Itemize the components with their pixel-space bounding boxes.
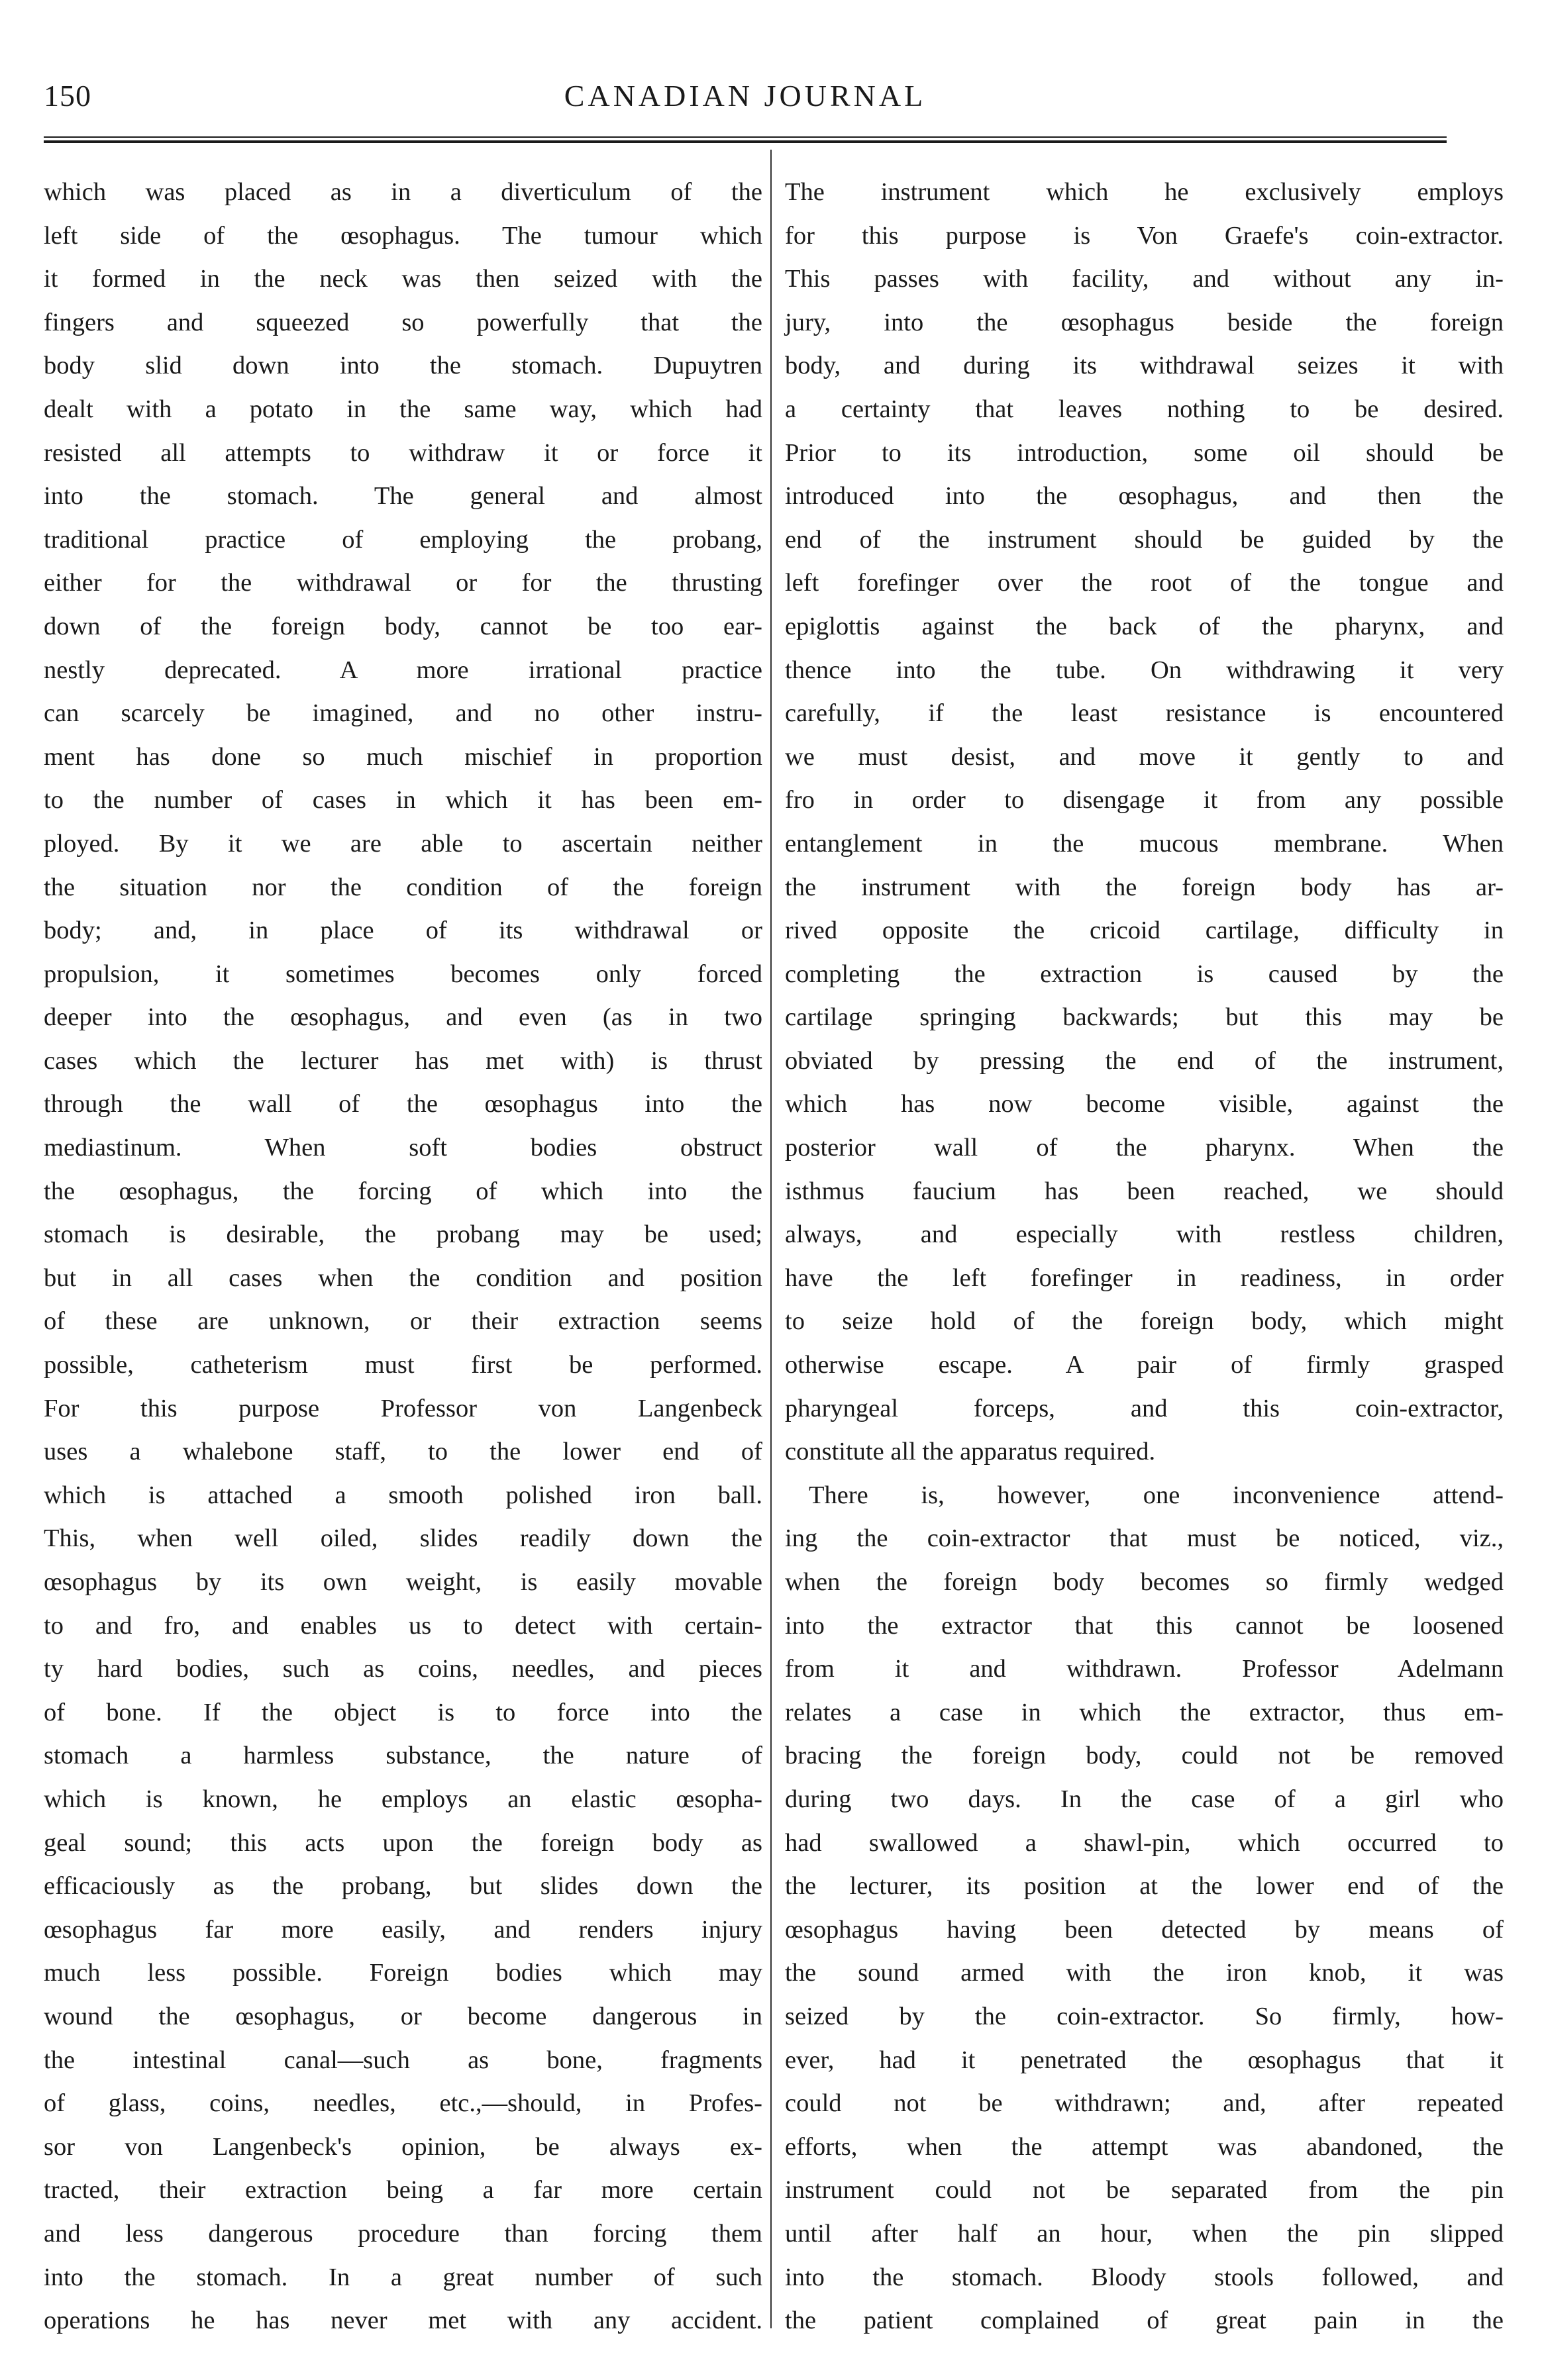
page-number: 150 — [44, 79, 91, 113]
left-column-line: to and fro, and enables us to detect with certain- — [44, 1611, 762, 1640]
right-column — [785, 171, 1504, 2350]
left-column-line: cases which the lecturer has met with) is thrust — [44, 1046, 762, 1075]
right-column-line: until after half an hour, when the pin slipped — [785, 2219, 1504, 2248]
left-column-line: œsophagus far more easily, and renders injury — [44, 1915, 762, 1944]
right-column-line: cartilage springing backwards; but this may be — [785, 1003, 1504, 1032]
right-column-line: entanglement in the mucous membrane. When — [785, 829, 1504, 858]
right-column-line: a certainty that leaves nothing to be desired. — [785, 395, 1504, 423]
left-column-line: efficaciously as the probang, but slides down the — [44, 1872, 762, 1901]
right-column-line: otherwise escape. A pair of firmly grasped — [785, 1351, 1504, 1379]
right-column-line: thence into the tube. On withdrawing it very — [785, 656, 1504, 684]
right-column-line: rived opposite the cricoid cartilage, difficulty in — [785, 917, 1504, 945]
right-column-line: seized by the coin-extractor. So firmly, how- — [785, 2002, 1504, 2030]
right-column-line: isthmus faucium has been reached, we should — [785, 1177, 1504, 1205]
right-column-line: body, and during its withdrawal seizes it with — [785, 352, 1504, 380]
right-column-line: Prior to its introduction, some oil should be — [785, 438, 1504, 467]
right-column-line: This passes with facility, and without any in- — [785, 265, 1504, 293]
right-column-line: efforts, when the attempt was abandoned, the — [785, 2132, 1504, 2161]
right-column-line: carefully, if the least resistance is encountered — [785, 699, 1504, 728]
left-column-line: left side of the œsophagus. The tumour which — [44, 221, 762, 250]
right-column-line: epiglottis against the back of the pharynx, and — [785, 612, 1504, 640]
left-column-line: uses a whalebone staff, to the lower end of — [44, 1438, 762, 1466]
right-column-line: There is, however, one inconvenience attend- — [809, 1481, 1504, 1509]
left-column-line: the situation nor the condition of the foreign — [44, 873, 762, 901]
left-column-line: through the wall of the œsophagus into the — [44, 1090, 762, 1118]
right-column-line: completing the extraction is caused by the — [785, 960, 1504, 988]
left-column-line: For this purpose Professor von Langenbeck — [44, 1394, 762, 1422]
left-column-line: and less dangerous procedure than forcing them — [44, 2219, 762, 2248]
left-column-line: traditional practice of employing the probang, — [44, 525, 762, 554]
left-column-line: the œsophagus, the forcing of which into the — [44, 1177, 762, 1205]
left-column-line: of these are unknown, or their extraction seems — [44, 1307, 762, 1336]
left-column-line: which is attached a smooth polished iron ball. — [44, 1481, 762, 1509]
right-column-line: ing the coin-extractor that must be noticed, viz., — [785, 1524, 1504, 1553]
left-column-line: can scarcely be imagined, and no other instru- — [44, 699, 762, 728]
right-column-line: left forefinger over the root of the tongue and — [785, 569, 1504, 597]
left-column-line: tracted, their extraction being a far more certain — [44, 2176, 762, 2205]
left-column-line: but in all cases when the condition and position — [44, 1264, 762, 1292]
header-rule-thick — [44, 140, 1447, 143]
right-column-line: the sound armed with the iron knob, it was — [785, 1959, 1504, 1987]
left-column-line: body slid down into the stomach. Dupuytren — [44, 352, 762, 380]
left-column-line: This, when well oiled, slides readily down the — [44, 1524, 762, 1553]
left-column-line: it formed in the neck was then seized with the — [44, 265, 762, 293]
left-column-line: stomach is desirable, the probang may be used; — [44, 1220, 762, 1249]
left-column-line: of bone. If the object is to force into the — [44, 1698, 762, 1726]
running-title: CANADIAN JOURNAL — [564, 79, 927, 113]
right-column-line: obviated by pressing the end of the instrument, — [785, 1046, 1504, 1075]
right-column-line: for this purpose is Von Graefe's coin-extractor. — [785, 221, 1504, 250]
right-column-line: ever, had it penetrated the œsophagus that it — [785, 2046, 1504, 2074]
right-column-line: into the extractor that this cannot be loosened — [785, 1611, 1504, 1640]
right-column-line: pharyngeal forceps, and this coin-extractor, — [785, 1394, 1504, 1422]
right-column-line: the lecturer, its position at the lower end of the — [785, 1872, 1504, 1901]
left-column-line: to the number of cases in which it has been em- — [44, 786, 762, 815]
left-column-line: into the stomach. The general and almost — [44, 482, 762, 511]
left-column-line: nestly deprecated. A more irrational practice — [44, 656, 762, 684]
left-column-line: operations he has never met with any accident. — [44, 2306, 762, 2335]
left-column-line: of glass, coins, needles, etc.,—should, in Profes- — [44, 2089, 762, 2118]
left-column-line: the intestinal canal—such as bone, fragments — [44, 2046, 762, 2074]
right-column-line: instrument could not be separated from the pin — [785, 2176, 1504, 2205]
right-column-line: we must desist, and move it gently to and — [785, 742, 1504, 771]
header-rule-thin — [44, 136, 1447, 138]
left-column-line: down of the foreign body, cannot be too ear- — [44, 612, 762, 640]
left-column-line: wound the œsophagus, or become dangerous in — [44, 2002, 762, 2030]
right-column-line: The instrument which he exclusively employs — [785, 178, 1504, 206]
right-column-line: to seize hold of the foreign body, which might — [785, 1307, 1504, 1336]
right-column-line: the instrument with the foreign body has ar- — [785, 873, 1504, 901]
right-column-line: could not be withdrawn; and, after repeated — [785, 2089, 1504, 2118]
left-column-line: stomach a harmless substance, the nature of — [44, 1742, 762, 1770]
left-column-line: fingers and squeezed so powerfully that the — [44, 308, 762, 336]
right-column-line: posterior wall of the pharynx. When the — [785, 1134, 1504, 1162]
right-column-line: during two days. In the case of a girl who — [785, 1785, 1504, 1813]
right-column-line: introduced into the œsophagus, and then the — [785, 482, 1504, 511]
left-column-line: ployed. By it we are able to ascertain neither — [44, 829, 762, 858]
right-column-line: constitute all the apparatus required. — [785, 1438, 1156, 1466]
right-column-line: fro in order to disengage it from any possible — [785, 786, 1504, 815]
left-column-line: either for the withdrawal or for the thrusting — [44, 569, 762, 597]
left-column — [44, 171, 762, 2350]
column-divider — [770, 150, 772, 2328]
right-column-line: from it and withdrawn. Professor Adelmann — [785, 1655, 1504, 1683]
left-column-line: deeper into the œsophagus, and even (as in two — [44, 1003, 762, 1032]
left-column-line: œsophagus by its own weight, is easily movable — [44, 1568, 762, 1596]
right-column-line: when the foreign body becomes so firmly wedged — [785, 1568, 1504, 1596]
left-column-line: mediastinum. When soft bodies obstruct — [44, 1134, 762, 1162]
left-column-line: resisted all attempts to withdraw it or force it — [44, 438, 762, 467]
left-column-line: into the stomach. In a great number of such — [44, 2263, 762, 2291]
left-column-line: dealt with a potato in the same way, which had — [44, 395, 762, 423]
right-column-line: relates a case in which the extractor, thus em- — [785, 1698, 1504, 1726]
right-column-line: into the stomach. Bloody stools followed, and — [785, 2263, 1504, 2291]
left-column-line: sor von Langenbeck's opinion, be always ex- — [44, 2132, 762, 2161]
page-header — [44, 78, 1447, 124]
left-column-line: much less possible. Foreign bodies which may — [44, 1959, 762, 1987]
right-column-line: which has now become visible, against the — [785, 1090, 1504, 1118]
right-column-line: bracing the foreign body, could not be removed — [785, 1742, 1504, 1770]
left-column-line: ty hard bodies, such as coins, needles, and pieces — [44, 1655, 762, 1683]
left-column-line: propulsion, it sometimes becomes only forced — [44, 960, 762, 988]
left-column-line: ment has done so much mischief in proportion — [44, 742, 762, 771]
right-column-line: jury, into the œsophagus beside the foreign — [785, 308, 1504, 336]
left-column-line: which is known, he employs an elastic œsopha- — [44, 1785, 762, 1813]
left-column-line: possible, catheterism must first be performed. — [44, 1351, 762, 1379]
right-column-line: end of the instrument should be guided by the — [785, 525, 1504, 554]
right-column-line: œsophagus having been detected by means of — [785, 1915, 1504, 1944]
left-column-line: geal sound; this acts upon the foreign body as — [44, 1828, 762, 1857]
right-column-line: always, and especially with restless children, — [785, 1220, 1504, 1249]
right-column-line: had swallowed a shawl-pin, which occurred to — [785, 1828, 1504, 1857]
left-column-line: body; and, in place of its withdrawal or — [44, 917, 762, 945]
right-column-line: the patient complained of great pain in the — [785, 2306, 1504, 2335]
right-column-line: have the left forefinger in readiness, in order — [785, 1264, 1504, 1292]
left-column-line: which was placed as in a diverticulum of the — [44, 178, 762, 206]
